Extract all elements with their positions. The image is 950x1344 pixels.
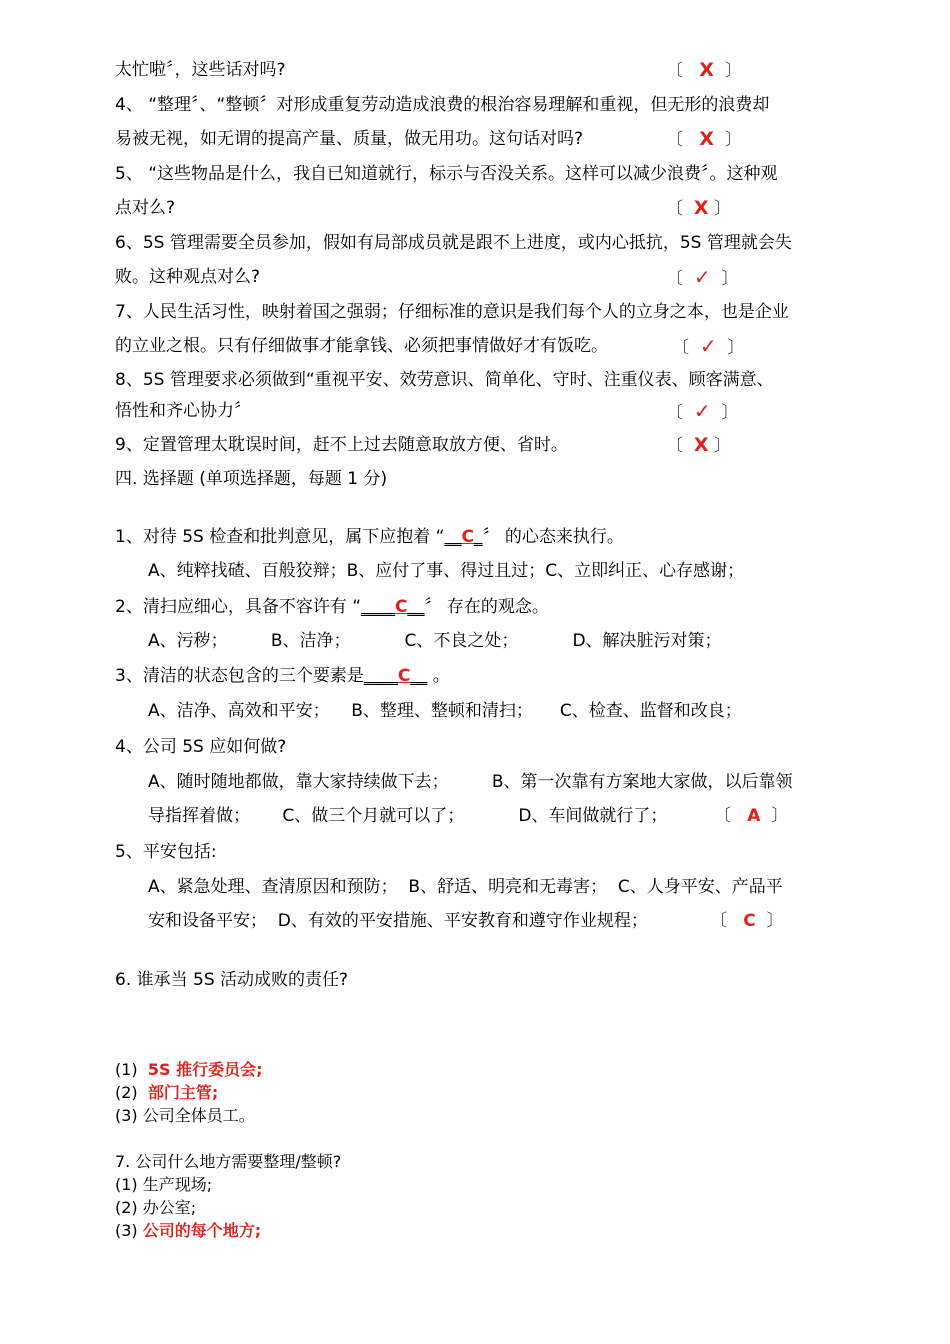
tf-q5-answer: 〔 X 〕: [666, 197, 731, 219]
tf-q9-answer: 〔 X 〕: [666, 434, 731, 456]
q6-option-3: (3) 公司全体员工。: [115, 1106, 255, 1125]
q7-title: 7. 公司什么地方需要整理/整顿?: [115, 1152, 342, 1171]
choice-q2-options: A、污秽； B、洁净； C、不良之处； D、解决脏污对策；: [148, 631, 722, 651]
choice-q4-answer: 〔 A 〕: [714, 806, 789, 826]
tf-q7-answer: 〔 ✓ 〕: [672, 334, 745, 358]
tf-q5-line1: 5、 “这些物品是什么，我自已知道就行，标示与否没关系。这样可以减少浪费〞。这种观: [115, 164, 778, 184]
check-mark-icon: ✓: [693, 265, 711, 289]
choice-q2: 2、清扫应细心，具备不容许有 “____C__〞 存在的观念。: [115, 597, 549, 617]
cross-mark-icon: X: [693, 434, 709, 456]
tf-q8-answer: 〔 ✓ 〕: [666, 399, 739, 423]
tf-q6-answer: 〔 ✓ 〕: [666, 265, 739, 289]
cross-mark-icon: X: [699, 59, 714, 81]
tf-q7-line1: 7、人民生活习性，映射着国之强弱；仔细标准的意识是我们每个人的立身之本，也是企业: [115, 302, 789, 322]
check-mark-icon: ✓: [693, 399, 711, 423]
check-mark-icon: ✓: [699, 334, 717, 358]
choice-q2-answer: C: [395, 597, 408, 617]
choice-q5-options-line1: A、紧急处理、查清原因和预防； B、舒适、明亮和无毒害； C、人身平安、产品平: [148, 877, 783, 897]
choice-q4: 4、公司 5S 应如何做?: [115, 737, 287, 757]
tf-q4-line1: 4、 “整理〞、“整顿〞对形成重复劳动造成浪费的根治容易理解和重视，但无形的浪费却: [115, 95, 770, 115]
q6-option-2: (2) 部门主管;: [115, 1083, 219, 1102]
tf-q6-line1: 6、5S 管理需要全员参加，假如有局部成员就是跟不上进度，或内心抵抗，5S 管理就会失: [115, 233, 792, 253]
tf-q3-tail: 太忙啦〞，这些话对吗?: [115, 60, 286, 80]
section-heading: 四. 选择题 (单项选择题，每题 1 分): [115, 469, 388, 489]
choice-q4-options-line2: 导指挥着做； C、做三个月就可以了； D、车间做就行了；: [148, 806, 668, 826]
tf-q9: 9、定置管理太耽误时间，赶不上过去随意取放方便、省时。: [115, 435, 568, 455]
tf-q5-line2: 点对么?: [115, 198, 176, 218]
choice-q3-answer: C: [397, 666, 411, 686]
choice-q3-options: A、洁净、高效和平安； B、整理、整顿和清扫； C、检查、监督和改良；: [148, 701, 742, 721]
choice-q4-options-line1: A、随时随地都做，靠大家持续做下去； B、第一次靠有方案地大家做，以后靠领: [148, 772, 793, 792]
q7-option-1: (1) 生产现场;: [115, 1175, 213, 1194]
choice-q5: 5、平安包括:: [115, 842, 217, 862]
q7-option-2: (2) 办公室;: [115, 1198, 197, 1217]
tf-q8-line2: 悟性和齐心协力〞: [115, 401, 251, 421]
tf-q3-answer: 〔 X 〕: [666, 59, 742, 81]
tf-q7-line2: 的立业之根。只有仔细做事才能拿钱、必须把事情做好才有饭吃。: [115, 336, 608, 356]
tf-q4-line2: 易被无视，如无谓的提高产量、质量，做无用功。这句话对吗?: [115, 129, 584, 149]
choice-q5-options-line2: 安和设备平安； D、有效的平安措施、平安教育和遵守作业规程；: [148, 911, 648, 931]
choice-q1-options: A、纯粹找碴、百般狡辩；B、应付了事、得过且过；C、立即纠正、心存感谢；: [148, 561, 745, 581]
cross-mark-icon: X: [693, 197, 709, 219]
choice-q1: 1、对待 5S 检查和批判意见，属下应抱着 “__C_〞 的心态来执行。: [115, 527, 624, 547]
tf-q8-line1: 8、5S 管理要求必须做到“重视平安、效劳意识、简单化、守时、注重仪表、顾客满意、: [115, 370, 774, 390]
choice-q3: 3、清洁的状态包含的三个要素是____C__ 。: [115, 666, 450, 686]
q7-option-3: (3) 公司的每个地方;: [115, 1221, 262, 1240]
tf-q4-answer: 〔 X 〕: [666, 128, 742, 150]
choice-q5-answer: 〔 C 〕: [710, 911, 784, 931]
q6-option-1: (1) 5S 推行委员会;: [115, 1060, 263, 1079]
choice-q1-answer: C: [461, 527, 474, 547]
q6-title: 6. 谁承当 5S 活动成败的责任?: [115, 970, 349, 990]
cross-mark-icon: X: [699, 128, 714, 150]
tf-q6-line2: 败。这种观点对么?: [115, 267, 261, 287]
